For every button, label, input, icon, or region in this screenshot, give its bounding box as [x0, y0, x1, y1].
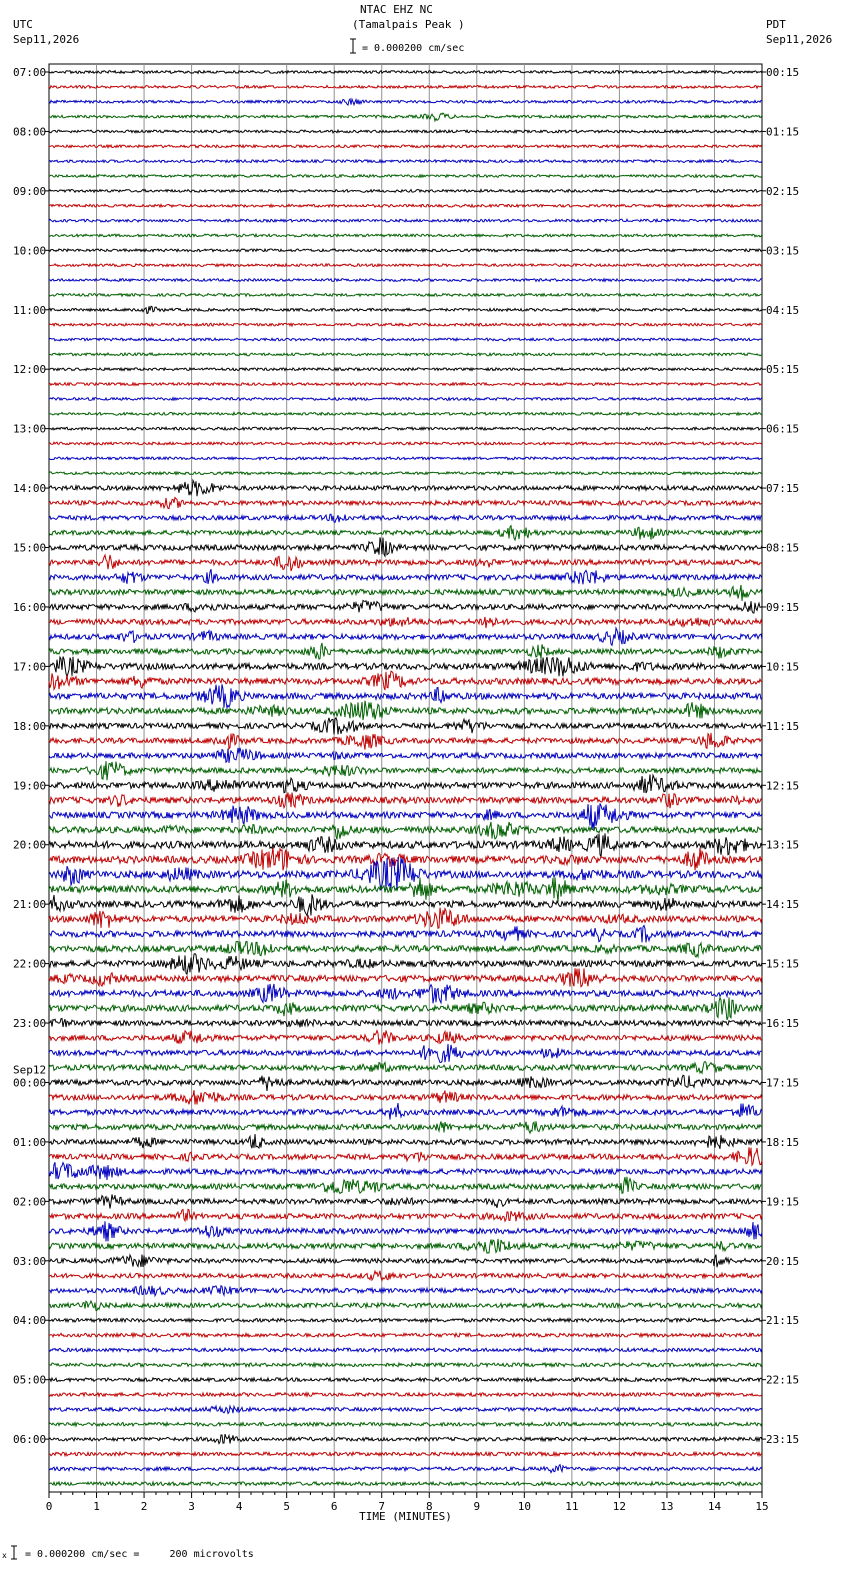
utc-hour-label: 14:00 [13, 482, 47, 496]
right-date: Sep11,2026 [766, 33, 833, 46]
x-tick-label: 15 [755, 1500, 769, 1513]
seismic-trace [49, 569, 762, 584]
pdt-hour-label: 21:15 [766, 1314, 800, 1328]
seismic-trace [49, 1044, 762, 1063]
seismic-trace [49, 1090, 762, 1104]
seismic-trace [49, 822, 762, 840]
seismic-trace [49, 1434, 762, 1444]
seismic-trace [49, 1465, 762, 1473]
seismic-trace [49, 190, 762, 193]
seismic-trace [49, 145, 762, 148]
seismic-trace [49, 1019, 762, 1028]
seismic-trace [49, 1452, 762, 1456]
utc-hour-label: 11:00 [13, 303, 47, 317]
seismic-trace [49, 1301, 762, 1311]
seismic-trace [49, 761, 762, 780]
utc-hour-label: 01:00 [13, 1135, 47, 1149]
utc-hour-label: 23:00 [13, 1017, 47, 1031]
seismic-trace [49, 175, 762, 178]
utc-hour-label: 13:00 [13, 422, 47, 436]
seismic-trace [49, 718, 762, 735]
seismic-trace [49, 1423, 762, 1427]
x-tick-label: 12 [612, 1500, 627, 1513]
utc-hour-label: 07:00 [13, 66, 47, 79]
pdt-hour-label: 23:15 [766, 1433, 800, 1447]
seismic-trace [49, 968, 762, 987]
seismic-trace [49, 1393, 762, 1397]
seismic-trace [49, 1482, 762, 1486]
seismic-trace [49, 793, 762, 809]
seismic-trace [49, 643, 762, 659]
seismic-trace [49, 279, 762, 282]
seismic-trace [49, 368, 762, 371]
seismic-trace [49, 427, 762, 430]
pdt-hour-label: 08:15 [766, 541, 800, 555]
utc-hour-label: 03:00 [13, 1254, 47, 1268]
seismic-trace [49, 877, 762, 902]
seismic-trace [49, 628, 762, 645]
seismic-trace [49, 219, 762, 222]
pdt-hour-label: 18:15 [766, 1135, 800, 1149]
seismic-trace [49, 1239, 762, 1253]
footer-mark: x [2, 1551, 7, 1560]
seismic-trace [49, 1075, 762, 1091]
pdt-hour-label: 22:15 [766, 1373, 800, 1387]
x-tick-label: 3 [188, 1500, 195, 1513]
seismic-trace [49, 1378, 762, 1382]
x-tick-label: 14 [707, 1500, 722, 1513]
scale-label: = 0.000200 cm/sec [362, 43, 465, 54]
utc-hour-label: 17:00 [13, 660, 47, 674]
seismic-trace [49, 926, 762, 943]
site-name: (Tamalpais Peak ) [352, 18, 465, 31]
seismic-trace [49, 71, 762, 74]
seismic-trace [49, 1030, 762, 1044]
x-tick-label: 5 [283, 1500, 290, 1513]
seismic-trace [49, 684, 762, 708]
seismic-trace [49, 480, 762, 496]
seismic-trace [49, 1177, 762, 1194]
pdt-hour-label: 04:15 [766, 303, 800, 317]
x-tick-label: 1 [93, 1500, 100, 1513]
seismic-trace [49, 264, 762, 267]
x-tick-label: 0 [45, 1500, 53, 1513]
pdt-hour-label: 17:15 [766, 1076, 800, 1090]
seismic-trace [49, 941, 762, 957]
pdt-hour-label: 03:15 [766, 244, 800, 258]
seismic-trace [49, 984, 762, 1003]
utc-hour-label: 20:00 [13, 838, 47, 852]
utc-hour-label: 12:00 [13, 363, 47, 377]
seismic-trace [49, 733, 762, 750]
seismic-trace [49, 1221, 762, 1241]
seismic-trace [49, 1333, 762, 1337]
seismic-trace [49, 1209, 762, 1221]
utc-hour-label: 04:00 [13, 1314, 47, 1328]
seismic-trace [49, 113, 762, 121]
left-timezone: UTC [13, 18, 33, 31]
pdt-hour-label: 09:15 [766, 600, 800, 614]
pdt-hour-label: 10:15 [766, 660, 800, 674]
seismic-trace [49, 701, 762, 720]
seismic-trace [49, 306, 762, 313]
utc-hour-label: 06:00 [13, 1433, 47, 1447]
utc-hour-label: 15:00 [13, 541, 47, 555]
seismic-trace [49, 383, 762, 386]
pdt-hour-label: 02:15 [766, 184, 800, 198]
x-tick-label: 13 [660, 1500, 674, 1513]
seismic-trace [49, 555, 762, 571]
right-timezone: PDT [766, 18, 786, 31]
x-tick-label: 9 [473, 1500, 481, 1513]
seismic-trace [49, 1271, 762, 1281]
seismic-trace [49, 234, 762, 237]
utc-hour-label: 05:00 [13, 1373, 47, 1387]
seismic-trace [49, 1318, 762, 1322]
seismic-trace [49, 160, 762, 163]
x-tick-label: 10 [517, 1500, 531, 1513]
pdt-hour-label: 20:15 [766, 1254, 800, 1268]
seismic-trace [49, 457, 762, 460]
pdt-hour-label: 11:15 [766, 719, 800, 733]
x-tick-label: 11 [565, 1500, 579, 1513]
station-title: NTAC EHZ NC [360, 3, 433, 16]
x-tick-label: 8 [425, 1500, 433, 1513]
utc-hour-label: 02:00 [13, 1195, 47, 1209]
utc-hour-label: 08:00 [13, 125, 47, 139]
seismic-trace [49, 585, 762, 601]
seismic-trace [49, 526, 762, 540]
date-change-label: Sep12 [13, 1063, 47, 1077]
seismic-trace [49, 671, 762, 690]
seismic-trace [49, 514, 762, 522]
seismic-trace [49, 472, 762, 475]
seismic-trace [49, 997, 762, 1020]
seismic-trace [49, 398, 762, 401]
seismic-trace [49, 894, 762, 915]
seismic-trace [49, 1255, 762, 1268]
seismic-trace [49, 954, 762, 975]
seismic-trace [49, 908, 762, 929]
seismic-trace [49, 249, 762, 252]
seismic-trace [49, 1103, 762, 1120]
seismic-trace [49, 774, 762, 793]
pdt-hour-label: 05:15 [766, 363, 800, 377]
seismic-trace [49, 1147, 762, 1165]
utc-hour-label: 22:00 [13, 957, 47, 971]
seismic-trace [49, 748, 762, 763]
pdt-hour-label: 19:15 [766, 1195, 800, 1209]
utc-hour-label: 16:00 [13, 600, 47, 614]
seismic-trace [49, 1406, 762, 1413]
seismic-trace [49, 412, 762, 415]
pdt-hour-label: 00:15 [766, 66, 800, 79]
footer-scale-note: = 0.000200 cm/sec = 200 microvolts [25, 1549, 254, 1560]
seismic-trace [49, 601, 762, 614]
pdt-hour-label: 16:15 [766, 1017, 800, 1031]
pdt-hour-label: 12:15 [766, 779, 800, 793]
seismic-trace [49, 204, 762, 207]
seismic-trace [49, 1348, 762, 1352]
pdt-hour-label: 01:15 [766, 125, 800, 139]
x-tick-label: 7 [378, 1500, 386, 1513]
pdt-hour-label: 06:15 [766, 422, 800, 436]
seismic-trace [49, 442, 762, 445]
utc-hour-label: 19:00 [13, 779, 47, 793]
utc-hour-label: 09:00 [13, 184, 47, 198]
left-date: Sep11,2026 [13, 33, 80, 46]
seismic-trace [49, 1195, 762, 1209]
x-tick-label: 4 [235, 1500, 243, 1513]
seismic-trace [49, 1162, 762, 1180]
utc-hour-label: 10:00 [13, 244, 47, 258]
pdt-hour-label: 15:15 [766, 957, 800, 971]
utc-hour-label: 18:00 [13, 719, 47, 733]
utc-hour-label: 21:00 [13, 898, 47, 912]
seismic-trace [49, 1121, 762, 1133]
pdt-hour-label: 13:15 [766, 838, 800, 852]
pdt-hour-label: 07:15 [766, 482, 800, 496]
seismic-trace [49, 1062, 762, 1074]
seismic-trace [49, 537, 762, 556]
seismic-trace [49, 498, 762, 509]
seismic-trace [49, 617, 762, 628]
seismic-trace [49, 323, 762, 326]
seismic-trace [49, 294, 762, 297]
seismic-trace [49, 338, 762, 341]
seismic-trace [49, 1363, 762, 1367]
seismic-trace [49, 1134, 762, 1149]
seismic-trace [49, 99, 762, 105]
x-tick-label: 6 [330, 1500, 338, 1513]
x-axis-label: TIME (MINUTES) [359, 1510, 452, 1523]
seismic-trace [49, 1286, 762, 1296]
seismic-trace [49, 833, 762, 857]
seismic-trace [49, 130, 762, 133]
seismic-trace [49, 353, 762, 356]
seismic-trace [49, 86, 762, 89]
seismic-trace [49, 657, 762, 678]
pdt-hour-label: 14:15 [766, 898, 800, 912]
utc-hour-label: 00:00 [13, 1076, 47, 1090]
x-tick-label: 2 [140, 1500, 148, 1513]
